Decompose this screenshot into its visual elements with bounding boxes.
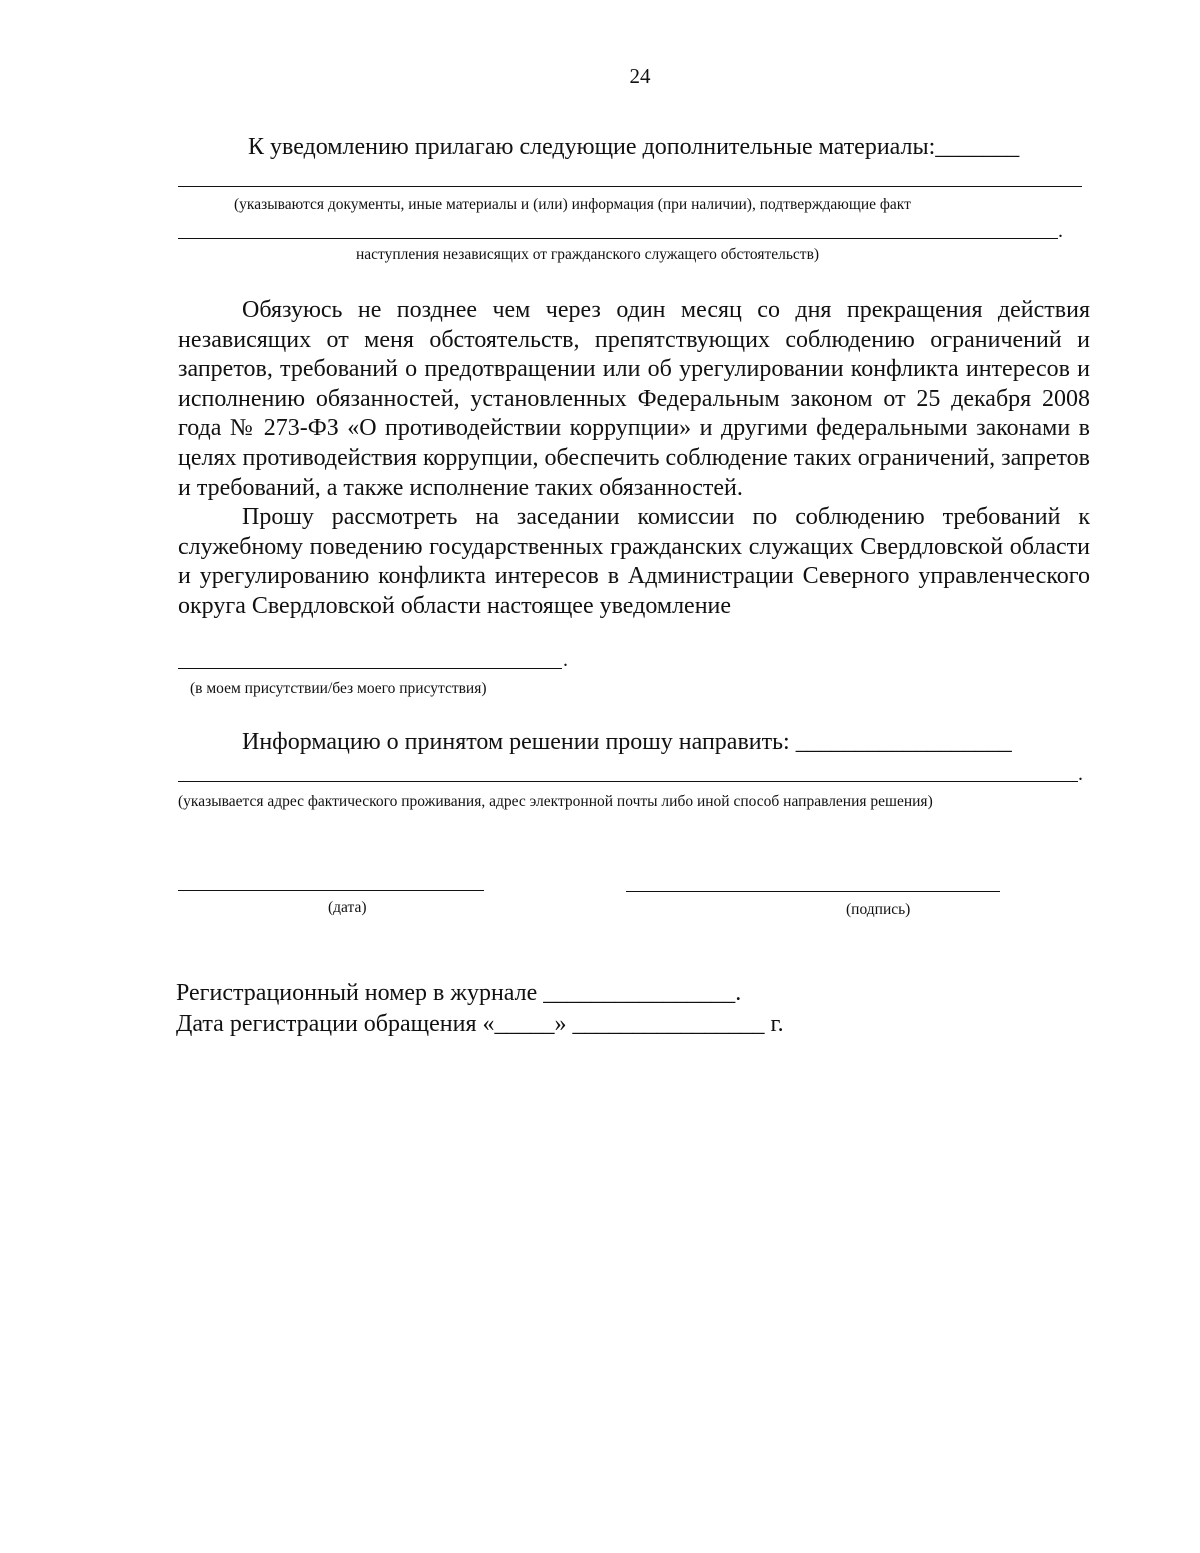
attachments-blank-line-2 — [178, 238, 1058, 239]
signature-caption: (подпись) — [846, 901, 911, 918]
decision-line-period: . — [1078, 763, 1083, 785]
request-paragraph: Прошу рассмотреть на заседании комиссии по соблюдению требований к служебному поведению государственных гражданских служащих Свердловской области и урегулированию конфликта интересов в Администрации Северного управленческого округа Свердловской области настоящее уведомление — [178, 504, 1090, 619]
date-blank-line — [178, 890, 484, 891]
attachments-caption-line1: (указываются документы, иные материалы и (или) информация (при наличии), подтверждающие факт — [234, 196, 911, 213]
attachments-line-period: . — [1058, 220, 1063, 242]
signature-blank-line — [626, 891, 1000, 892]
attachments-lead: К уведомлению прилагаю следующие дополнительные материалы:_______ — [248, 134, 1020, 160]
presence-line-period: . — [563, 649, 568, 671]
obligation-paragraph: Обязуюсь не позднее чем через один месяц со дня прекращения действия независящих от меня обстоятельств, препятствующих соблюдению ограничений и запретов, требований о предотвращении или об урегулировании конфликта интересов и исполнению обязанностей, установленных Федеральным законом от 25 декабря 2008 года № 273-ФЗ «О противодействии коррупции» и другими федеральными законами в целях противодействия коррупции, обеспечить соблюдение таких ограничений, запретов и требований, а также исполнение таких обязанностей. — [178, 297, 1090, 501]
decision-blank-line — [178, 781, 1078, 782]
registration-number-line: Регистрационный номер в журнале ________________. — [176, 980, 742, 1006]
decision-caption: (указывается адрес фактического проживания, адрес электронной почты либо иной способ направления решения) — [178, 793, 933, 810]
attachments-blank-line-1 — [178, 186, 1082, 187]
presence-blank-line — [178, 668, 562, 669]
presence-caption: (в моем присутствии/без моего присутствия) — [190, 680, 487, 697]
registration-date-line: Дата регистрации обращения «_____» ________________ г. — [176, 1011, 784, 1037]
page-number: 24 — [629, 64, 651, 88]
date-caption: (дата) — [328, 899, 367, 916]
body-text — [178, 296, 1090, 622]
decision-lead: Информацию о принятом решении прошу направить: __________________ — [242, 729, 1012, 755]
attachments-caption-line2: наступления независящих от гражданского служащего обстоятельств) — [356, 246, 820, 263]
